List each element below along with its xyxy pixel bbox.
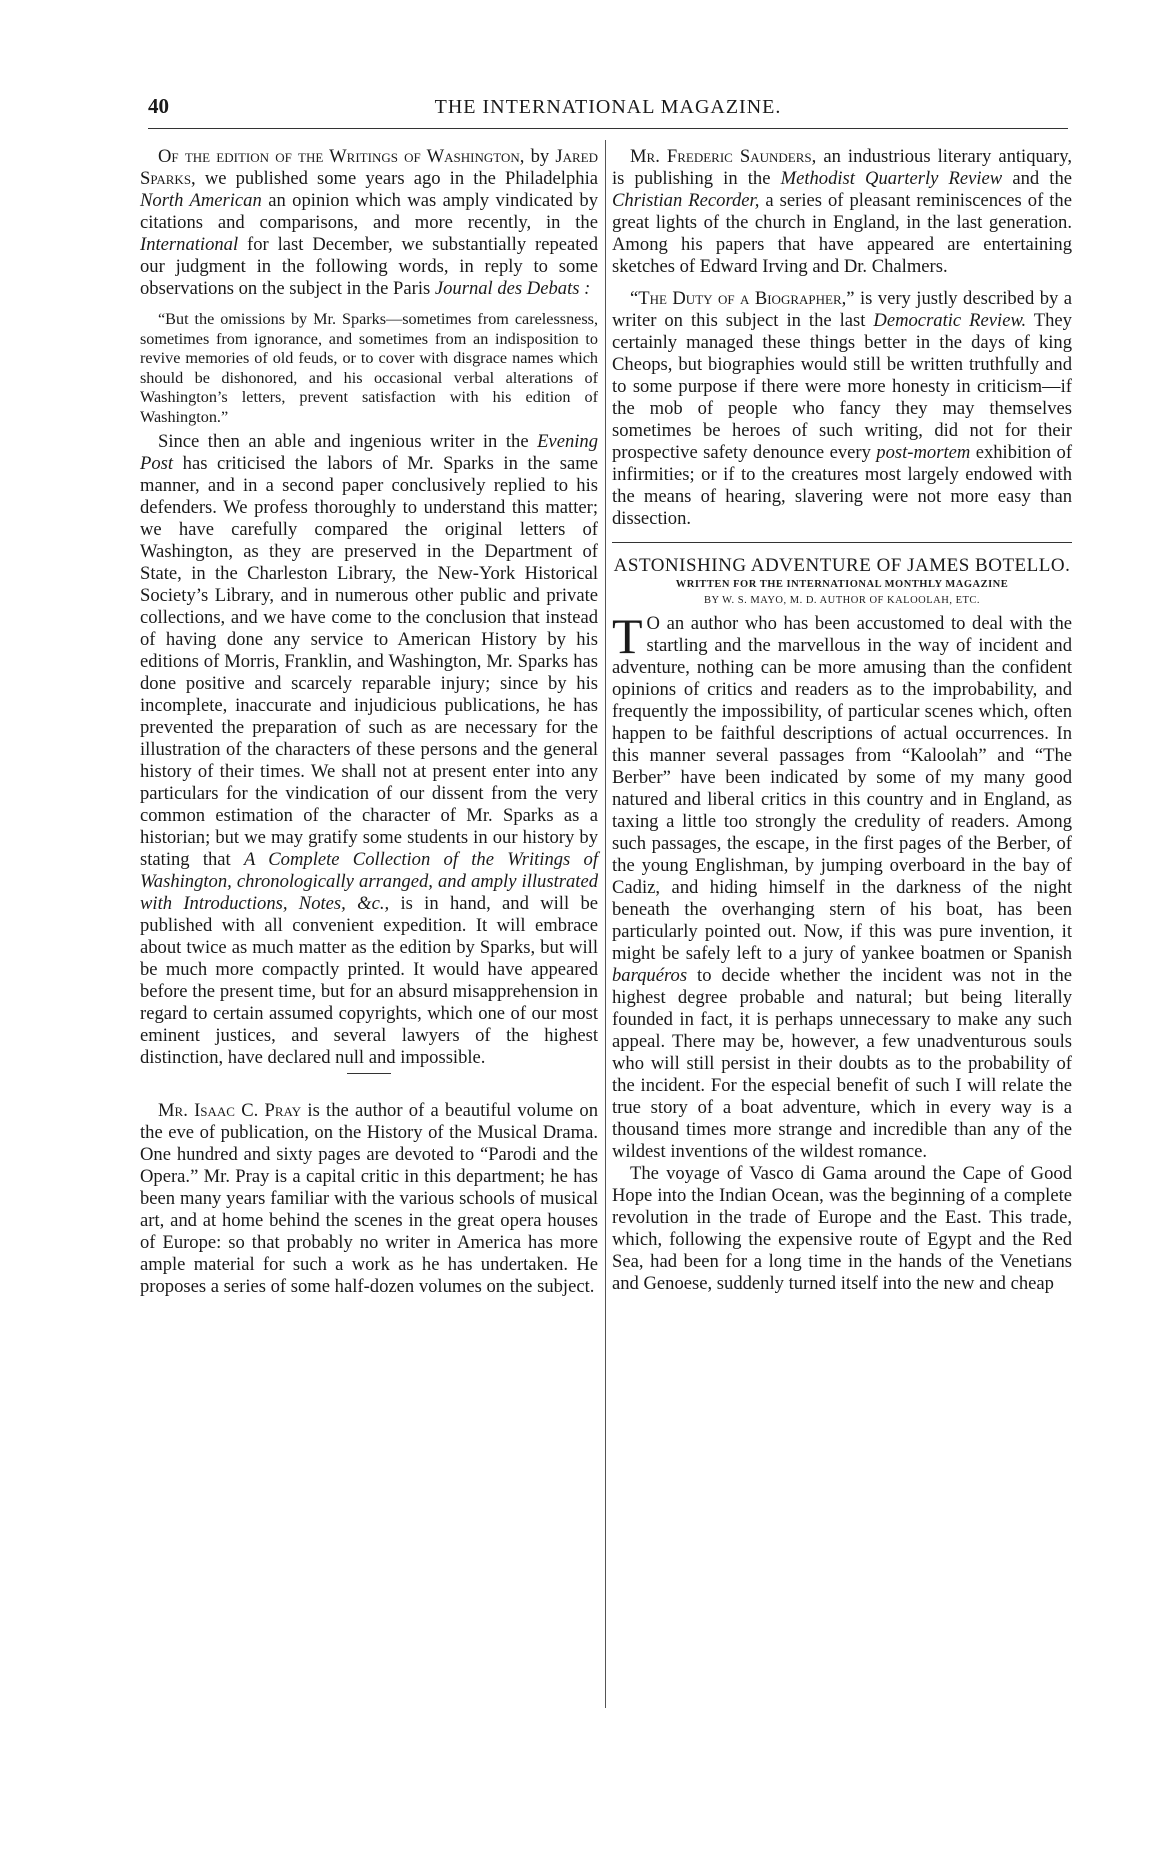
journal-title: Evening Post bbox=[140, 431, 598, 474]
section-separator bbox=[347, 1073, 391, 1074]
paragraph-isaac-pray bbox=[140, 1100, 598, 1298]
article-title: ASTONISHING ADVENTURE OF JAMES BOTELLO. bbox=[613, 555, 1071, 576]
text-run: to decide whether the incident was not in the highest degree probable and natural; but being literally founded in fact, it is perhaps unnecessary to make any such appeal. There may be, however, a few unadventurous souls who will still persist in their doubts as to the probability of the incident. For the especial benefit of such I will relate the true story of a boat adventure, which in every way is a thousand times more strange and incredible than any of the wildest inventions of the wildest romance. bbox=[612, 965, 1072, 1162]
paragraph-duty-of-biographer bbox=[612, 288, 1072, 530]
text-run: has criticised the labors of Mr. Sparks in the same manner, and in a second paper conclusively replied to his defenders. We profess thoroughly to understand this matter; we have carefully compared the original letters of Washington, as they are preserved in the Department of State, in the Charleston Library, the New-York Historical Society’s Library, and in numerous other public and private collections, and we have come to the conclusion that instead of having done any service to American History by his editions of Morris, Franklin, and Washington, Mr. Sparks has done positive and scarcely reparable injury; since by his incomplete, inaccurate and injudicious publications, he has prevented the preparation of such as are necessary for the illustration of the characters of these persons and the general history of their times. We shall not at present enter into any particulars for the vindication of our dissent from the very common estimation of the character of Mr. Sparks as a historian; but we may gratify some students in our history by stating that bbox=[140, 453, 598, 870]
lead-in-small-caps: “The Duty of a Biographer,” bbox=[630, 288, 855, 309]
paragraph-frederic-saunders bbox=[612, 146, 1072, 278]
text-run: Since then an able and ingenious writer in the bbox=[158, 431, 538, 452]
text-run: and the bbox=[1002, 168, 1072, 189]
drop-cap: T bbox=[612, 608, 643, 664]
page-header bbox=[148, 94, 1068, 128]
text-run: a series of pleasant reminiscences of the great lights of the church in England, in the last generation. Among his papers that have appeared are entertaining sketches of Edward Irving and Dr. Chalmers. bbox=[612, 190, 1072, 277]
text-run: They certainly managed these things better in the days of king Cheops, but biographies would still be written truthfully and to some purpose if there were more honesty in criticism—if the mob of people who fancy they may themselves sometimes be heroes of such writing, did not for their prospective safety denounce every bbox=[612, 310, 1072, 463]
article-separator bbox=[612, 542, 1072, 543]
italic-term: post-mortem bbox=[876, 442, 971, 463]
paragraph-vasco-di-gama: The voyage of Vasco di Gama around the Cape of Good Hope into the Indian Ocean, was the beginning of a complete revolution in the trade of Europe and the East. This trade, which, following the expensive route of Egypt and the Red Sea, had been for a long time in the hands of the Venetians and Genoese, suddenly turned itself into the new and cheap bbox=[612, 1163, 1072, 1294]
italic-term: barquéros bbox=[612, 965, 688, 986]
article-byline-author: BY W. S. MAYO, M. D. AUTHOR OF KALOOLAH, ETC. bbox=[703, 595, 981, 606]
journal-title: Democratic Review. bbox=[873, 310, 1027, 331]
text-run: an opinion which was amply vindicated by citations and comparisons, and more recently, in the bbox=[140, 190, 598, 233]
page-number: 40 bbox=[148, 94, 169, 118]
running-title: THE INTERNATIONAL MAGAZINE. bbox=[434, 96, 782, 118]
journal-title: International bbox=[140, 234, 239, 255]
text-run: O an author who has been accustomed to deal with the startling and the marvellous in the way of incident and adventure, nothing can be more amusing than the confident opinions of critics and readers as to the improbability, and frequently the impossibility, of particular scenes which, often happen to be faithful descriptions of actual occurrences. In this manner several passages from “Kaloolah” and “The Berber” have been indicated by some of my many good natured and liberal critics in this country and in England, as taxing a little too strongly the credulity of readers. Among such passages, the escape, in the first pages of the Berber, of the young Englishman, by jumping overboard in the bay of Cadiz, and hiding himself in the darkness of the night beneath the overhanging stern of his boat, has been particularly pointed out. Now, if this was pure invention, it might be safely left to a jury of yankee boatmen or Spanish bbox=[612, 613, 1072, 964]
text-run: an industrious literary antiquary, is publishing in the bbox=[612, 146, 1072, 189]
text-run: we published some years ago in the Philadelphia bbox=[195, 168, 598, 189]
lead-in-small-caps: Mr. Frederic Saunders, bbox=[630, 146, 817, 167]
right-column bbox=[612, 146, 1072, 1295]
journal-title: Journal des Debats : bbox=[434, 278, 591, 299]
header-rule bbox=[148, 128, 1068, 129]
text-run: for last December, we substantially repeated our judgment in the following words, in reply to some observations on the subject in the Paris bbox=[140, 234, 598, 299]
paragraph-article-opening bbox=[612, 608, 1072, 1163]
lead-in-small-caps: Mr. Isaac C. Pray bbox=[158, 1100, 302, 1121]
text-run: by bbox=[524, 146, 556, 167]
text-run: is in hand, and will be published with all convenient expedition. It will embrace about twice as much matter as the edition by Sparks, but will be much more compactly printed. It would have appeared before the present time, but for an absurd misapprehension in regard to certain assumed copyrights, which one of our most eminent justices, and several lawyers of the highest distinction, have declared null and impossible. bbox=[140, 893, 598, 1068]
block-quote: “But the omissions by Mr. Sparks—sometimes from carelessness, sometimes from ignorance, and sometimes from an indisposition to revive memories of old feuds, or to cover with disgrace names which should be dishonored, and his occasional verbal alterations of Washington’s letters, prevent satisfaction with his edition of Washington.” bbox=[140, 310, 598, 426]
text-run: is the author of a beautiful volume on the eve of publication, on the History of the Musical Drama. One hundred and sixty pages are devoted to “Parodi and the Opera.” Mr. Pray is a capital critic in this department; he has been many years familiar with the various schools of musical art, and at home behind the scenes in the great opera houses of Europe: so that probably no writer in America has more ample material for such a work as he has undertaken. He proposes a series of some half-dozen volumes on the subject. bbox=[140, 1100, 599, 1297]
paragraph-evening-post bbox=[140, 431, 598, 1069]
book-title: A Complete Collection of the Writings of Washington, chronologically arranged, and amply illustrated with Introductions, Notes, &c., bbox=[140, 849, 598, 914]
journal-title: Methodist Quarterly Review bbox=[780, 168, 1003, 189]
text-run: exhibition of infirmities; or if to the creatures most largely endowed with the means of hearing, slavering were not more easy than dissection. bbox=[612, 442, 1073, 529]
lead-in-small-caps: Of the edition of the Writings of Washington, bbox=[158, 146, 525, 167]
author-name: Jared Sparks, bbox=[140, 146, 599, 189]
paragraph-washington-writings bbox=[140, 146, 598, 300]
article-byline-publication: WRITTEN FOR THE INTERNATIONAL MONTHLY MAGAZINE bbox=[675, 579, 1009, 590]
left-column bbox=[140, 146, 598, 1298]
text-run: is very justly described by a writer on this subject in the last bbox=[612, 288, 1072, 331]
journal-title: North American bbox=[140, 190, 262, 211]
column-divider bbox=[605, 140, 606, 1708]
journal-title: Christian Recorder, bbox=[612, 190, 760, 211]
